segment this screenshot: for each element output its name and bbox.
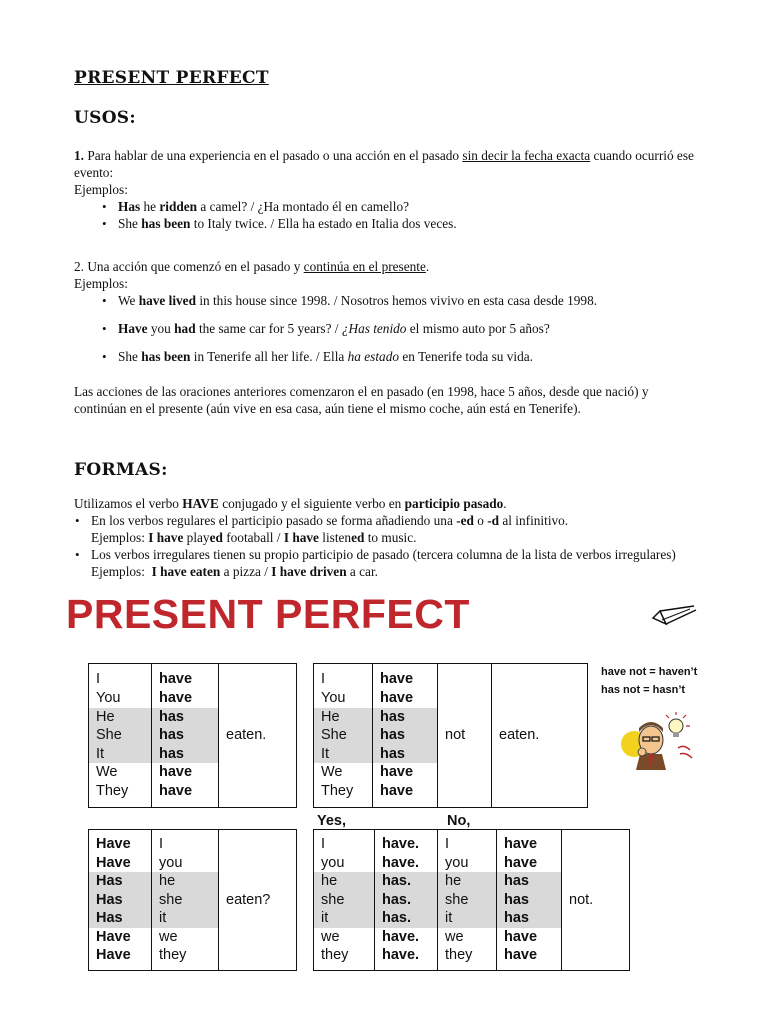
formas-item-regular: • En los verbos regulares el participio pasado se forma añadiendo una -ed o -d al infinitivo. Ejemplos: I have played footaball / I have listened to music. xyxy=(91,512,694,546)
yes-label: Yes, xyxy=(317,813,347,829)
thinking-man-lightbulb-icon xyxy=(620,712,698,770)
example-item: • She has been in Tenerife all her life. / Ella ha estado en Tenerife toda su vida. xyxy=(118,348,694,365)
present-perfect-banner: PRESENT PERFECT xyxy=(66,591,470,637)
not-cell: not xyxy=(438,664,492,808)
text: cuando ocurrió ese evento: xyxy=(74,148,694,180)
examples-list xyxy=(118,198,694,232)
auxiliary-column: Have Have Has Has Has Have Have xyxy=(89,830,151,970)
no-label: No, xyxy=(447,813,471,829)
usos-item-2-text: 2. Una acción que comenzó en el pasado y continúa en el presente. xyxy=(74,259,430,274)
pronoun-column: I You He She It We They xyxy=(89,664,151,807)
pronoun-column: I You He She It We They xyxy=(314,664,372,807)
table-affirmative xyxy=(88,663,297,808)
not-cell: not. xyxy=(562,830,630,971)
auxiliary-column: have have has has has have have xyxy=(152,664,218,807)
formas-body xyxy=(74,495,694,580)
no-pronoun-column: I you he she it we they xyxy=(438,830,496,970)
table-questions xyxy=(88,829,297,971)
usos-item-2 xyxy=(74,258,694,365)
example-item: • We have lived in this house since 1998. / Nosotros hemos vivivo en esta casa desde 1998. xyxy=(118,292,694,309)
formas-example-regular: Ejemplos: I have played footaball / I have listened to music. xyxy=(91,530,417,545)
note-has-not: has not = hasn’t xyxy=(601,684,686,696)
contraction-notes xyxy=(601,663,697,699)
auxiliary-column: have have has has has have have xyxy=(373,664,437,807)
usos-item-1-text xyxy=(74,147,694,181)
formas-intro: Utilizamos el verbo HAVE conjugado y el siguiente verbo en participio pasado. xyxy=(74,496,507,511)
example-item: • Has he ridden a camel? / ¿Ha montado él en camello? xyxy=(118,198,694,215)
participle-cell: eaten. xyxy=(219,664,297,808)
table-negative xyxy=(313,663,588,808)
examples-label: Ejemplos: xyxy=(74,182,128,197)
yes-auxiliary-column: have. have. has. has. has. have. have. xyxy=(375,830,437,970)
formas-item-irregular: • Los verbos irregulares tienen su propio participio de pasado (tercera columna de la lista de verbos irregulares) Ejemplos: I have eaten a pizza / I have driven a car. xyxy=(91,546,694,580)
item-number: 1. xyxy=(74,148,84,163)
no-auxiliary-column: have have has has has have have xyxy=(497,830,561,970)
participle-cell: eaten. xyxy=(492,664,588,808)
note-have-not: have not = haven’t xyxy=(601,666,698,678)
formas-list xyxy=(91,512,694,580)
page-title: PRESENT PERFECT xyxy=(74,68,269,88)
underlined-text: continúa en el presente xyxy=(303,259,426,274)
formas-example-irregular: Ejemplos: I have eaten a pizza / I have driven a car. xyxy=(91,564,378,579)
yes-pronoun-column: I you he she it we they xyxy=(314,830,374,970)
text: Para hablar de una experiencia en el pasado o una acción en el pasado xyxy=(87,148,460,163)
examples-list xyxy=(118,292,694,365)
usos-item-1 xyxy=(74,147,694,232)
formas-heading: FORMAS: xyxy=(74,460,168,480)
usos-paragraph: Las acciones de las oraciones anteriores comenzaron el en pasado (en 1998, hace 5 años, desde que nació) y continúan en el presente (aún vive en esa casa, aún tiene el mismo coche, aún está en Tenerife). xyxy=(74,384,649,416)
pen-icon xyxy=(650,604,700,628)
table-short-answers xyxy=(313,829,630,971)
example-item: • She has been to Italy twice. / Ella ha estado en Italia dos veces. xyxy=(118,215,694,232)
underlined-text: sin decir la fecha exacta xyxy=(462,148,591,163)
example-item: • Have you had the same car for 5 years? / ¿Has tenido el mismo auto por 5 años? xyxy=(118,320,694,337)
pronoun-column: I you he she it we they xyxy=(152,830,218,970)
participle-question-cell: eaten? xyxy=(219,830,297,971)
usos-heading: USOS: xyxy=(74,108,136,128)
examples-label: Ejemplos: xyxy=(74,276,128,291)
